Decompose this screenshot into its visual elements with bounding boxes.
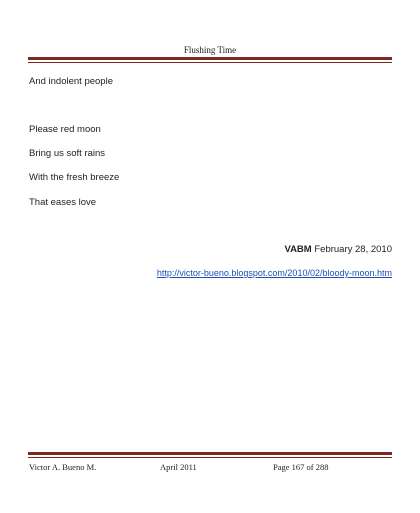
footer-page-number: Page 167 of 288 (273, 462, 329, 472)
header-rule-thick (28, 57, 392, 60)
running-header-title: Flushing Time (183, 45, 237, 55)
footer-author: Victor A. Bueno M. (29, 462, 97, 472)
footer-date: April 2011 (160, 462, 197, 472)
signature-line (284, 244, 392, 255)
source-link[interactable]: http://victor-bueno.blogspot.com/2010/02/bloody-moon.htm (156, 268, 392, 278)
header-rule-thin (28, 62, 392, 63)
poem-line: Bring us soft rains (29, 148, 106, 159)
poem-line: That eases love (29, 197, 97, 208)
poem-line: Please red moon (29, 124, 101, 135)
signature-date: February 28, 2010 (314, 244, 392, 255)
footer-rule-thin (28, 457, 392, 458)
poem-line: And indolent people (29, 76, 113, 87)
footer-rule-thick (28, 452, 392, 455)
poem-line: With the fresh breeze (29, 172, 120, 183)
signature-author: VABM (284, 244, 312, 255)
